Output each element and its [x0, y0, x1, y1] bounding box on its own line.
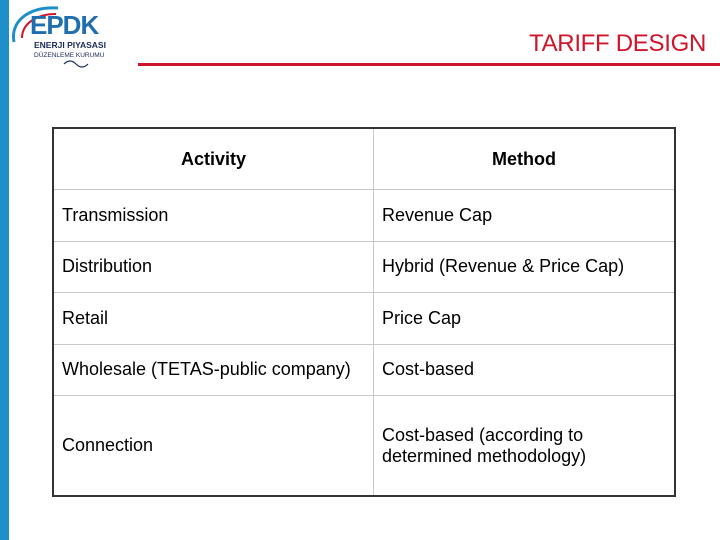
table-row [54, 241, 674, 293]
activity-cell: Connection [54, 396, 374, 496]
method-cell: Cost-based (according to determined methodology) [382, 424, 587, 466]
tariff-table [52, 127, 676, 497]
header-divider [138, 63, 720, 66]
column-header-activity: Activity [54, 129, 374, 190]
table-row [54, 344, 674, 396]
table-row [54, 190, 674, 242]
svg-text:ENERJI PIYASASI: ENERJI PIYASASI [34, 40, 106, 50]
left-accent-bar [0, 0, 9, 540]
activity-cell: Transmission [54, 190, 374, 242]
slide-title: TARIFF DESIGN [529, 30, 706, 57]
table-header-row [54, 129, 674, 190]
svg-text:DÜZENLEME KURUMU: DÜZENLEME KURUMU [34, 52, 105, 59]
table-row [54, 396, 674, 496]
activity-cell: Distribution [54, 241, 374, 293]
activity-cell: Wholesale (TETAS-public company) [54, 344, 374, 396]
method-cell: Hybrid (Revenue & Price Cap) [374, 241, 675, 293]
column-header-method: Method [374, 129, 675, 190]
svg-text:EPDK: EPDK [30, 10, 99, 40]
method-cell: Price Cap [374, 293, 675, 345]
table-row [54, 293, 674, 345]
method-cell: Revenue Cap [374, 190, 675, 242]
method-cell: Cost-based [374, 344, 675, 396]
epdk-logo [8, 2, 138, 74]
activity-cell: Retail [54, 293, 374, 345]
